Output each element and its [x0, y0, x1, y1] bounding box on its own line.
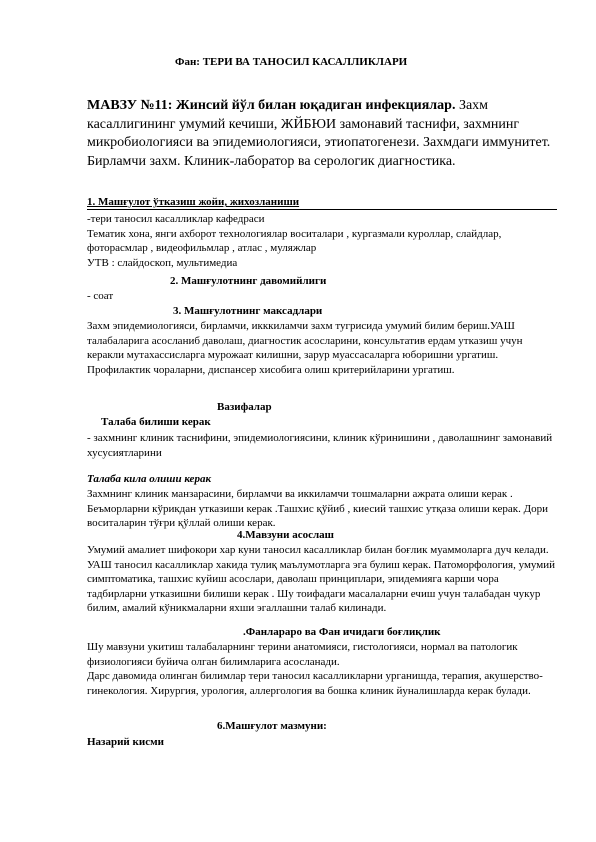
section2-body: - соат	[87, 290, 114, 302]
section1-line: -тери таносил касалликлар кафедраси	[87, 213, 265, 225]
section1-line: УТВ : слайдоскоп, мультимедиа	[87, 256, 238, 269]
section1-line: Тематик хона, янги ахборот технологиялар воситалари , кургазмали куроллар, слайдлар, фоторасмлар , видеофильмлар , атлас , муляжлар	[87, 227, 502, 254]
section1-heading: 1. Машғулот ўтказиш жойи, жихозланиши	[87, 196, 557, 210]
topic-label: МАВЗУ №11: Жинсий йўл билан юқадиган инфекциялар.	[87, 98, 456, 113]
topic-paragraph	[87, 97, 557, 171]
student-able-heading: Талаба кила олиши керак	[87, 473, 212, 485]
section5-heading: .Фанлараро ва Фан ичидаги боғлиқлик	[243, 626, 441, 638]
student-know-body: - захмнинг клиник таснифини, эпидемиологиясини, клиник кўринишини , даволашнинг замонавий хусусиятларини	[87, 432, 553, 459]
topic-text: Захм касаллигининг умумий кечиши, ЖЙБЮИ замонавий таснифи, захмнинг микробиологияси ва эпидемиологияси, этиопатогенези. Захмдаги иммунитет. Бирламчи захм. Клиник-лаборатор ва серологик диагностика.	[87, 98, 551, 169]
section4-body: Умумий амалиет шифокори хар куни таносил касалликлар билан боғлик муаммоларга дуч келади. УАШ таносил касалликлар хакида тулиқ маълумотларга эга булиш керак. Патоморфология, умумий симптоматика, ташхис куйиш асослари, даволаш принциплари, эпидемияга карши чора тадбирларни утказишни билиши керак . Шу тоифадаги масалаларни ечиш учун талабадан чукур билим, амалий кўникмаларни яхши эгаллашни талаб килинади.	[87, 544, 555, 614]
section1-body	[87, 212, 557, 270]
section6-heading: 6.Машғулот мазмуни:	[217, 720, 327, 732]
section3-heading: 3. Машғулотнинг максадлари	[173, 305, 323, 317]
theory-heading: Назарий кисми	[87, 736, 164, 748]
student-know-heading: Талаба билиши керак	[101, 416, 211, 428]
student-able-body: Захмнинг клиник манзарасини, бирламчи ва иккиламчи тошмаларни ажрата олиши керак . Беъморларни кўрикдан утказиши керак .Ташхис қўйиб , киесий ташхис утқаза олиши керак. Дори воситаларин тўғри қўллай олиши керак.	[87, 488, 548, 529]
tasks-heading: Вазифалар	[217, 401, 272, 413]
section5-body: Шу мавзуни укитиш талабаларнинг терини анатомияси, гистологияси, нормал ва патологик физиологияси буйича олган билимларига асосланади. Дарс давомида олинган билимлар тери таносил касалликларни урганишда, терапия, акушерство-гинекология. Хирургия, урология, аллергология ва бошка клиник йуналишларда керак булади.	[87, 641, 543, 697]
section2-heading: 2. Машғулотнинг давомийлиги	[170, 275, 327, 287]
section4-heading: 4.Мавзуни асослаш	[237, 529, 334, 541]
subject-title: Фан: ТЕРИ ВА ТАНОСИЛ КАСАЛЛИКЛАРИ	[175, 56, 408, 68]
section3-body: Захм эпидемиологияси, бирламчи, икккиламчи захм тугрисида умумий билим бериш.УАШ талабаларига асосланиб даволаш, диагностик асосларини, консультатив ердам утказиш учун керакли мутахассисларга мурожаат килишни, зарур муассасаларга юборишни ургатиш. Профилактик чораларни, диспансер хисобига олиш критерийларини ургатиш.	[87, 320, 523, 376]
